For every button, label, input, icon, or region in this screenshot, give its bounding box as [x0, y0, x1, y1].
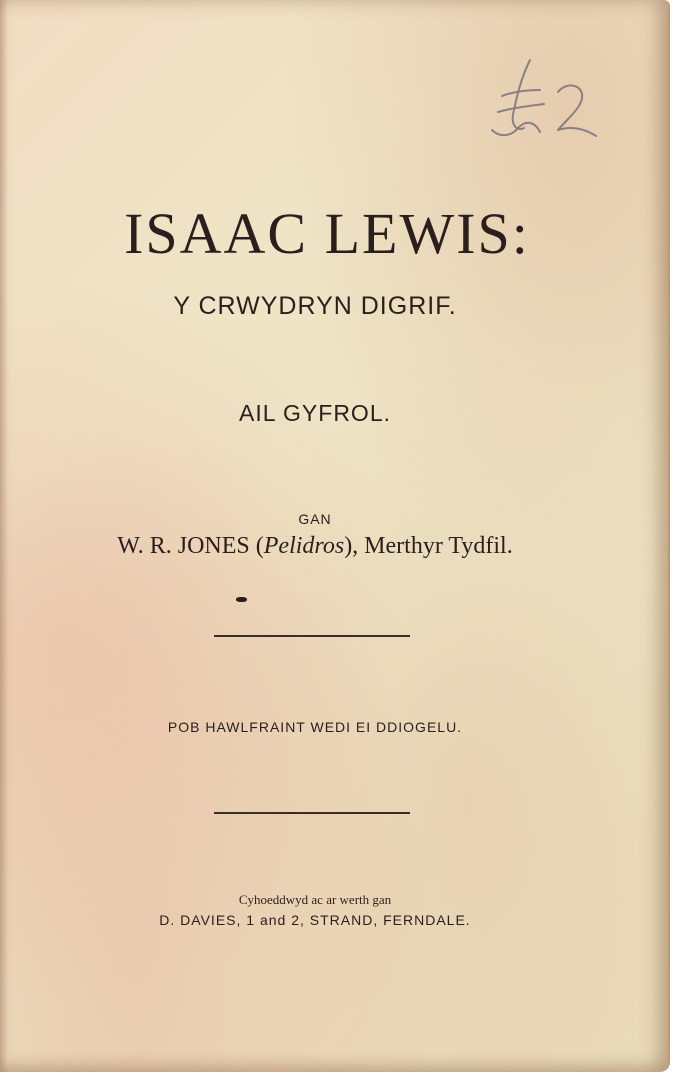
- divider-rule-bottom: [214, 812, 410, 814]
- author-name: W. R. JONES (: [117, 533, 264, 559]
- publisher-intro: Cyhoeddwyd ac ar werth gan: [238, 892, 392, 907]
- book-title: ISAAC LEWIS:: [124, 201, 530, 266]
- publisher-address: D. DAVIES, 1 and 2, STRAND, FERNDALE.: [159, 912, 471, 928]
- divider-rule-top: [214, 635, 410, 637]
- author-pseudonym: Pelidros: [263, 533, 345, 559]
- handwritten-price-mark: [488, 52, 606, 152]
- by-label: GAN: [298, 511, 332, 527]
- author-line: [0, 533, 630, 560]
- book-subtitle: Y CRWYDRYN DIGRIF.: [173, 292, 457, 320]
- copyright-notice: POB HAWLFRAINT WEDI EI DDIOGELU.: [167, 719, 463, 735]
- ink-spot: [236, 597, 247, 602]
- author-place: ), Merthyr Tydfil.: [344, 533, 513, 559]
- volume-label: AIL GYFROL.: [238, 400, 392, 426]
